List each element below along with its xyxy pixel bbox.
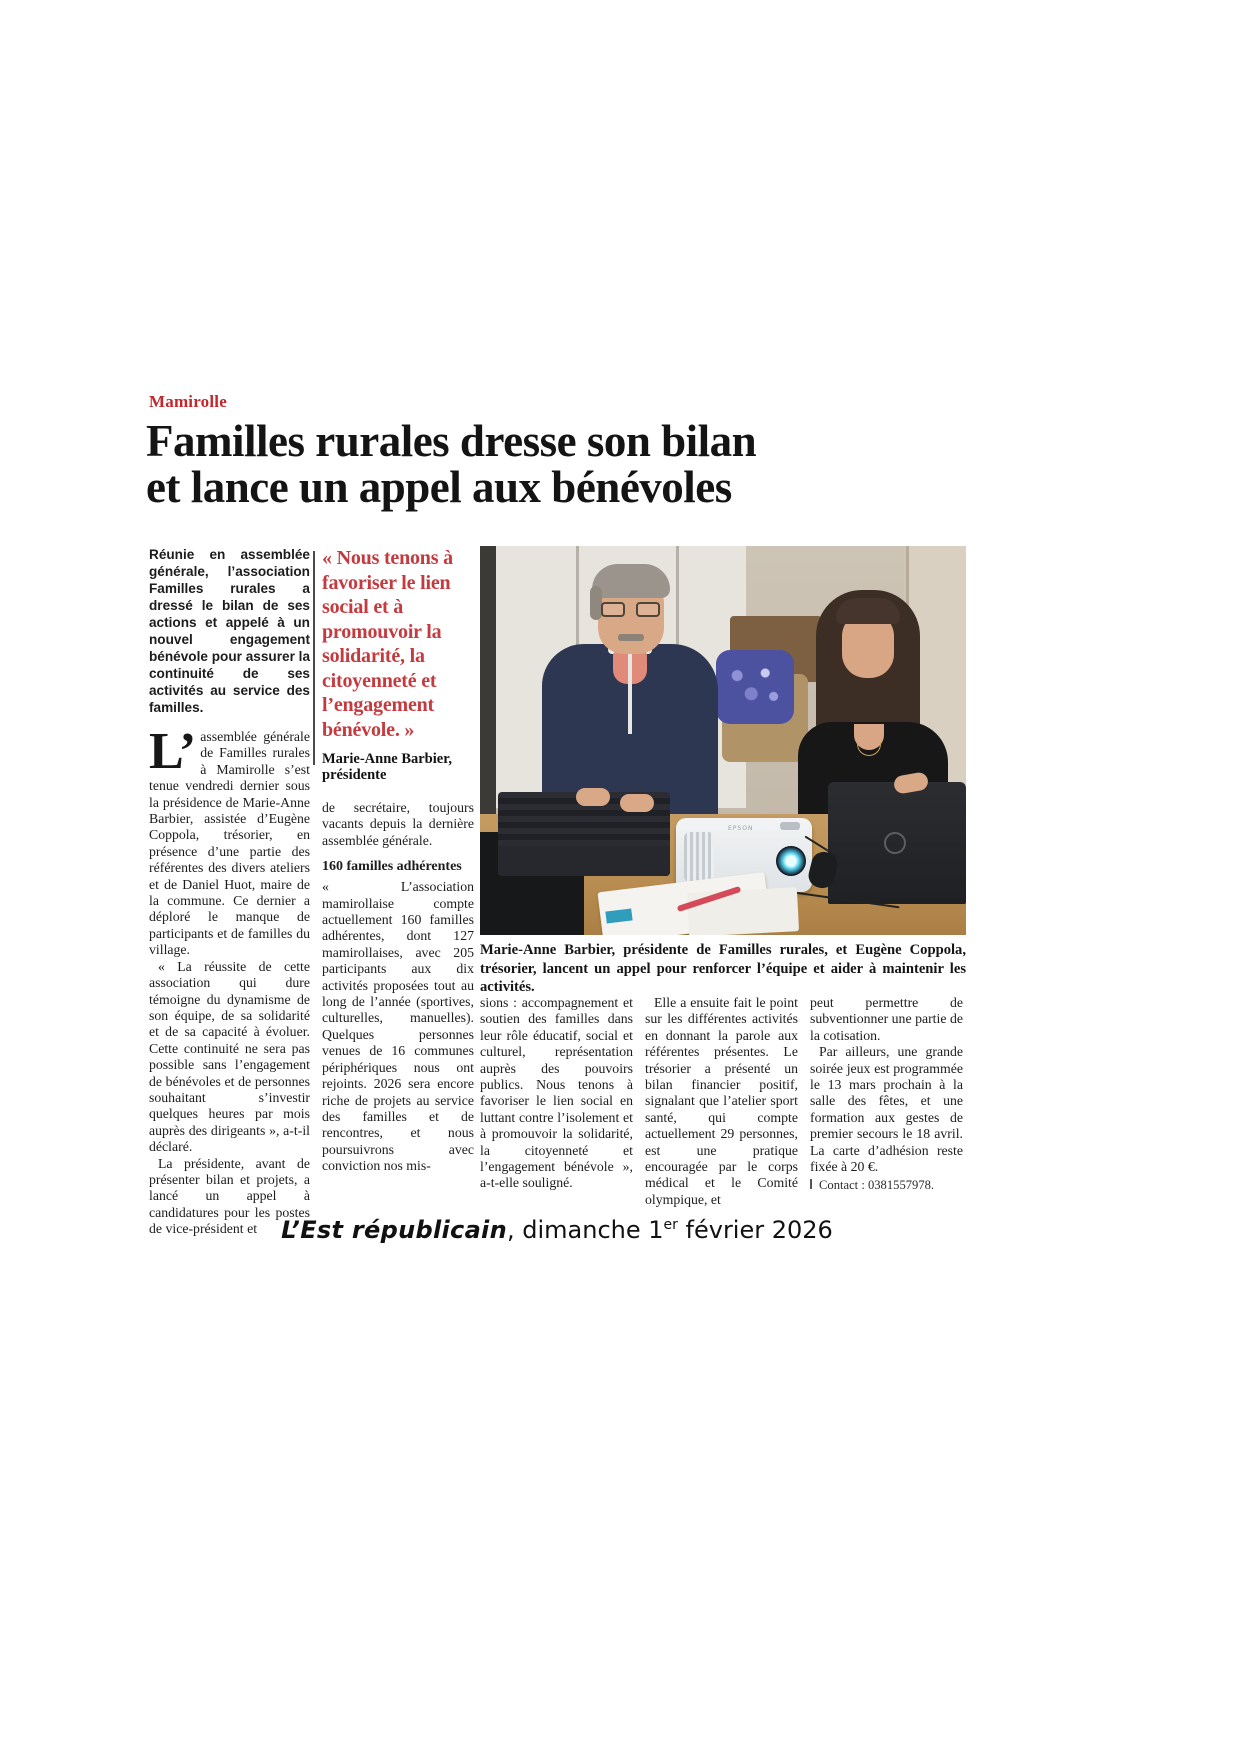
laptop-deck (498, 846, 670, 876)
source-middle: , dimanche 1 (506, 1216, 664, 1244)
photo-caption: Marie-Anne Barbier, présidente de Familles rurales, et Eugène Coppola, trésorier, lancent un appel pour renforcer l’équipe et aider à maintenir les activités. (480, 942, 966, 995)
pull-quote-text: « Nous tenons à favoriser le lien social et à promouvoir la solidarité, la citoyenneté et l’engagement bénévole. » (322, 547, 453, 741)
column-2 (322, 546, 474, 1175)
pull-quote-role: présidente (322, 767, 387, 783)
column-3 (480, 995, 633, 1192)
source-title: L’Est républicain (281, 1216, 507, 1244)
glasses-right-lens (636, 602, 660, 617)
kicker: Mamirolle (149, 392, 227, 411)
column-5 (810, 995, 963, 1194)
projector-knob (780, 822, 800, 830)
pull-quote (322, 546, 474, 784)
headline (146, 418, 966, 510)
contact-divider (810, 1179, 812, 1189)
contact-line (810, 1177, 963, 1193)
column-4 (645, 995, 798, 1208)
headline-line-1: Familles rurales dresse son bilan (146, 416, 757, 466)
body-paragraph: Par ailleurs, une grande soirée jeux est programmée le 13 mars prochain à la salle des fêtes, et une formation aux gestes de premier secours le 18 avril. La carte d’adhésion reste fixée à 20 €. (810, 1044, 963, 1175)
paragraph-text: assemblée générale de Familles rurales à Mamirolle s’est tenue vendredi dernier sous la présidence de Marie-Anne Barbier, assistée d’Eugène Coppola, trésorier, en présence d’une partie des référentes des divers ateliers et de Daniel Huot, maire de la commune. Ce dernier a déploré le manque de participants et de familles du village. (149, 729, 310, 958)
jacket-zipper (628, 654, 632, 734)
bag-pattern (726, 660, 782, 712)
subhead: 160 familles adhérentes (322, 859, 462, 875)
lead-paragraph: Réunie en assemblée générale, l’association Familles rurales a dressé le bilan de ses actions et appelé à un nouvel engagement bénévole pour assurer la continuité de ses activités au service des familles. (149, 547, 310, 715)
photo-shadow-edge (480, 546, 496, 816)
body-paragraph: peut permettre de subventionner une partie de la cotisation. (810, 995, 963, 1043)
body-paragraph: de secrétaire, toujours vacants depuis la dernière assemblée générale. (322, 800, 474, 848)
body-paragraph: « La réussite de cette association qui dure témoigne du dynamisme de son équipe, de sa solidarité et de sa capacité à évoluer. Cette continuité ne sera pas possible sans l’engagement de bénévoles et de personnes souhaitant s’investir quelques heures par mois auprès des dirigeants », a-t-il déclaré. (149, 958, 310, 1155)
source-tail: février 2026 (677, 1216, 833, 1244)
man-hand (620, 794, 654, 812)
papers (687, 887, 799, 935)
projector-vents (684, 832, 714, 882)
projector-lens (776, 846, 806, 876)
projector-brand-label: EPSON (728, 825, 754, 832)
contact-text: Contact : 0381557978. (819, 1178, 935, 1193)
drop-cap: L’ (149, 723, 197, 780)
body-paragraph: sions : accompagnement et soutien des familles dans leur rôle éducatif, social et culturel, représentation auprès des pouvoirs publics. Nous tenons à favoriser le lien social en luttant contre l’isolement et à promouvoir la solidarité, la citoyenneté et l’engagement bénévole », a-t-elle souligné. (480, 995, 633, 1191)
body-paragraph: « L’association mamirollaise compte actuellement 160 familles adhérentes, dont 127 mamirollaises, avec 205 participants aux dix activités proposées tout au long de l’année (sportives, culturelles, manuelles). Quelques personnes venues de 16 communes périphériques nous ont rejoints. 2026 sera encore riche de projets au service des familles et de rencontres, et nous poursuivrons avec conviction nos mis- (322, 879, 474, 1174)
body-paragraph: La présidente, avant de présenter bilan et projets, a lancé un appel à candidatures pour les postes de vice-président et (149, 1155, 310, 1237)
man-hair (592, 564, 670, 598)
headline-line-2: et lance un appel aux bénévoles (146, 462, 732, 512)
pull-quote-author: Marie-Anne Barbier, (322, 751, 452, 767)
photo-meeting (480, 546, 966, 935)
column-1 (149, 546, 310, 1238)
man-hand (576, 788, 610, 806)
source-line (148, 1216, 966, 1244)
man-mustache (618, 634, 644, 641)
man-hair (590, 586, 602, 620)
body-paragraph: Elle a ensuite fait le point sur les différentes activités en donnant la parole aux référentes présentes. Le trésorier a présenté un bilan financier positif, signalant que l’atelier sport santé, qui compte actuellement 29 personnes, est une pratique encouragée par le corps médical et le Comité olympique, et (645, 995, 798, 1207)
column-divider-rule (313, 551, 315, 765)
glasses-left-lens (601, 602, 625, 617)
dell-logo (884, 832, 906, 854)
woman-fringe (836, 598, 900, 624)
source-ordinal: er (663, 1217, 678, 1233)
body-paragraph (149, 723, 310, 959)
